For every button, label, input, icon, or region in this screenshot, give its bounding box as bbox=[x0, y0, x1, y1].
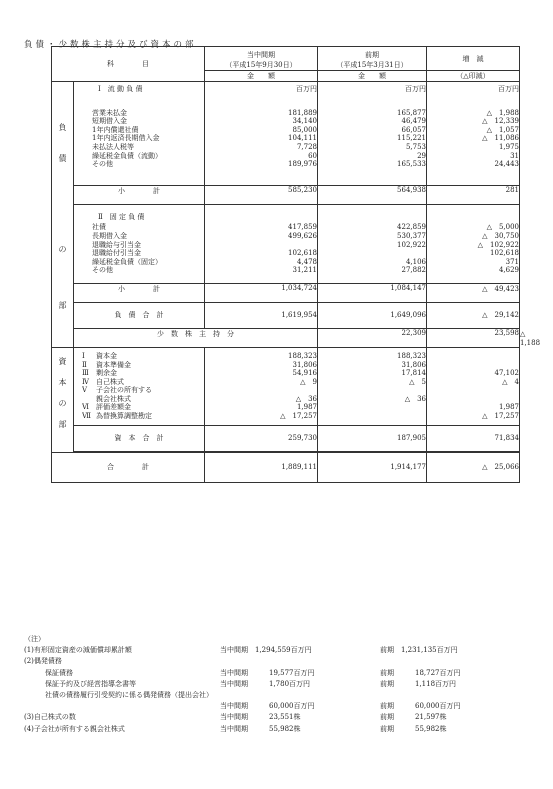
list-item: 親会社株式 bbox=[96, 394, 131, 403]
current-header: 当中間期 （平成15年9月30日） bbox=[205, 47, 318, 71]
list-item: 退職給与引当金 bbox=[92, 240, 141, 249]
note-line: 保証予約及び経営指導念書等 当中間期 1,780百万円 前期 1,118百万円 bbox=[38, 679, 457, 688]
subtotal-label: 小 計 bbox=[74, 185, 205, 204]
liabilities-total-row: 負 債 合 計 1,619,954 1,649,096 △ 29,142 bbox=[52, 302, 520, 328]
current-liabilities-current: 百万円 181,889 34,140 85,000 104,111 7,728 60 189,976 bbox=[205, 82, 318, 186]
list-item: 社債 bbox=[92, 223, 106, 232]
list-item: Ⅶ 為替換算調整勘定 bbox=[82, 412, 152, 421]
subject-header: 科 目 bbox=[52, 47, 205, 82]
list-item: 1年内償還社債 bbox=[92, 125, 139, 134]
note-line: 保証債務 当中間期 19,577百万円 前期 18,727百万円 bbox=[38, 668, 461, 677]
list-item: Ⅵ 評価差額金 bbox=[82, 403, 131, 412]
equity-current: 188,323 31,806 54,916 △ 9 △ 36 1,987 △ 17,257 bbox=[205, 347, 318, 425]
change-header: 増 減 bbox=[427, 47, 520, 71]
note-line: (2)偶発債務 bbox=[24, 657, 62, 666]
change-sub-header: （△印減） bbox=[427, 71, 520, 82]
equity-block bbox=[52, 347, 520, 425]
fixed-liabilities-names: Ⅱ 固 定 負 債 社債 長期借入金 退職給与引当金 退職給付引当金 繰延税金負債（固定） その他 bbox=[74, 204, 205, 283]
header-row-1 bbox=[52, 47, 520, 71]
list-item: 繰延税金負債（固定） bbox=[92, 257, 162, 266]
note-line: 当中間期 60,000百万円 前期 60,000百万円 bbox=[220, 702, 461, 711]
list-item: Ⅳ 自己株式 bbox=[82, 377, 124, 386]
equity-prior: 188,323 31,806 17,814 △ 5 △ 36 bbox=[318, 347, 427, 425]
current-amount-header: 金 額 bbox=[205, 71, 318, 82]
grand-total-row: 合 計 1,889,111 1,914,177 △ 25,066 bbox=[52, 452, 520, 482]
notes-heading: （注） bbox=[24, 635, 45, 643]
note-line: (3)自己株式の数 当中間期 23,551株 前期 21,597株 bbox=[24, 713, 447, 722]
current-liabilities-change: 百万円 △ 1,988 △ 12,339 △ 1,057 △ 11,086 1,975 31 24,443 bbox=[427, 82, 520, 186]
note-line: (1)有形固定資産の減価償却累計額 当中間期 1,294,559百万円 前期 1,231,135百万円 bbox=[24, 646, 458, 655]
list-item: 未払法人税等 bbox=[92, 142, 134, 151]
page-title: 負債・少数株主持分及び資本の部 bbox=[24, 40, 197, 50]
current-liabilities-block bbox=[52, 82, 520, 186]
liabilities-side-label: 負 債 の 部 bbox=[52, 82, 74, 348]
fixed-liabilities-block bbox=[52, 204, 520, 283]
list-item: Ⅴ 子会社の所有する bbox=[82, 386, 152, 395]
list-item: Ⅲ 剰余金 bbox=[82, 369, 117, 378]
current-subtotal-row: 小 計 585,230 564,938 281 bbox=[52, 185, 520, 204]
prior-amount-header: 金 額 bbox=[318, 71, 427, 82]
equity-change: 47,102 △ 4 1,987 △ 17,257 bbox=[427, 347, 520, 425]
list-item: 繰延税金負債（流動） bbox=[92, 151, 162, 160]
note-line: (4)子会社が所有する親会社株式 当中間期 55,982株 前期 55,982株 bbox=[24, 724, 447, 733]
minority-row: 少 数 株 主 持 分 22,309 23,598 △ 1,188 bbox=[52, 328, 520, 347]
list-item: 営業未払金 bbox=[92, 108, 127, 117]
fixed-subtotal-row: 小 計 1,034,724 1,084,147 △ 49,423 bbox=[52, 283, 520, 302]
fixed-liabilities-prior: 422,859 530,377 102,922 4,106 27,882 bbox=[318, 204, 427, 283]
equity-total-row: 資 本 合 計 259,730 187,905 71,834 bbox=[52, 425, 520, 451]
list-item: 長期借入金 bbox=[92, 231, 127, 240]
balance-table bbox=[51, 46, 541, 483]
list-item: 退職給付引当金 bbox=[92, 249, 141, 258]
list-item: 1年内返済長期借入金 bbox=[92, 134, 160, 143]
list-item: Ⅰ 資本金 bbox=[82, 351, 117, 360]
current-liabilities-names: Ⅰ 流 動 負 債 営業未払金 短期借入金 1年内償還社債 1年内返済長期借入金 未払法人税等 繰延税金負債（流動） その他 bbox=[74, 82, 205, 186]
list-item: Ⅱ 資本準備金 bbox=[82, 360, 131, 369]
list-item: 短期借入金 bbox=[92, 117, 127, 126]
prior-header: 前期 （平成15年3月31日） bbox=[318, 47, 427, 71]
fixed-liabilities-change: △ 5,000 △ 30,750 △ 102,922 102,618 371 4,629 bbox=[427, 204, 520, 283]
notes-section bbox=[24, 634, 534, 735]
equity-side-label: 資 本 の 部 bbox=[52, 347, 74, 452]
current-liabilities-prior: 百万円 165,877 46,479 66,057 115,221 5,753 29 165,533 bbox=[318, 82, 427, 186]
note-line: 社債の債務履行引受契約に係る偶発債務（提出会社） bbox=[38, 690, 213, 699]
list-item: その他 bbox=[92, 266, 113, 275]
list-item: その他 bbox=[92, 160, 113, 169]
equity-names bbox=[74, 347, 205, 425]
fixed-liabilities-current: 417,859 499,626 102,618 4,478 31,211 bbox=[205, 204, 318, 283]
